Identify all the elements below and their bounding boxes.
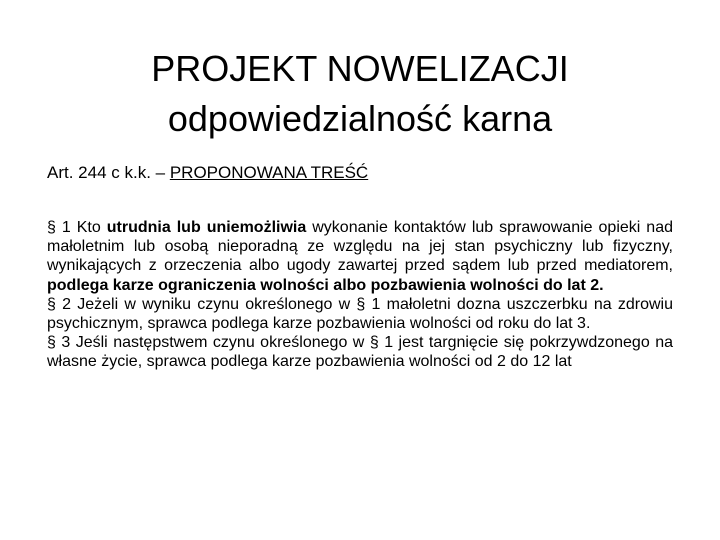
paragraph-1-intro: § 1 Kto (47, 219, 107, 236)
proposed-text-label: PROPONOWANA TREŚĆ (169, 163, 369, 182)
paragraph-2: § 2 Jeżeli w wyniku czynu określonego w § 1 małoletni dozna uszczerbku na zdrowiu psychicznym, sprawca podlega karze pozbawienia wolności od roku do lat 3. (47, 295, 673, 333)
paragraph-1-bold-act: utrudnia lub uniemożliwia (106, 219, 307, 236)
paragraph-1 (47, 218, 673, 295)
slide-title-line-2: odpowiedzialność karna (167, 98, 553, 139)
slide-title-line-1: PROJEKT NOWELIZACJI (151, 48, 569, 89)
paragraph-1-bold-penalty: podlega karze ograniczenia wolności albo pozbawienia wolności do lat 2. (47, 276, 604, 294)
article-heading (47, 162, 368, 184)
paragraph-3: § 3 Jeśli następstwem czynu określonego w § 1 jest targnięcie się pokrzywdzonego na własne życie, sprawca podlega karze pozbawienia wolności od 2 do 12 lat (47, 334, 673, 371)
paragraph-1-text: wykonanie kontaktów lub sprawowanie opieki nad małoletnim lub osobą nieporadną ze względu na jej stan psychiczny lub fizyczny, wynikających z orzeczenia albo ugody zawartej przed sądem lub przed mediatorem, (47, 219, 673, 275)
article-reference: Art. 244 c k.k. – (47, 163, 170, 182)
slide-title (60, 44, 660, 144)
article-body (47, 218, 673, 372)
